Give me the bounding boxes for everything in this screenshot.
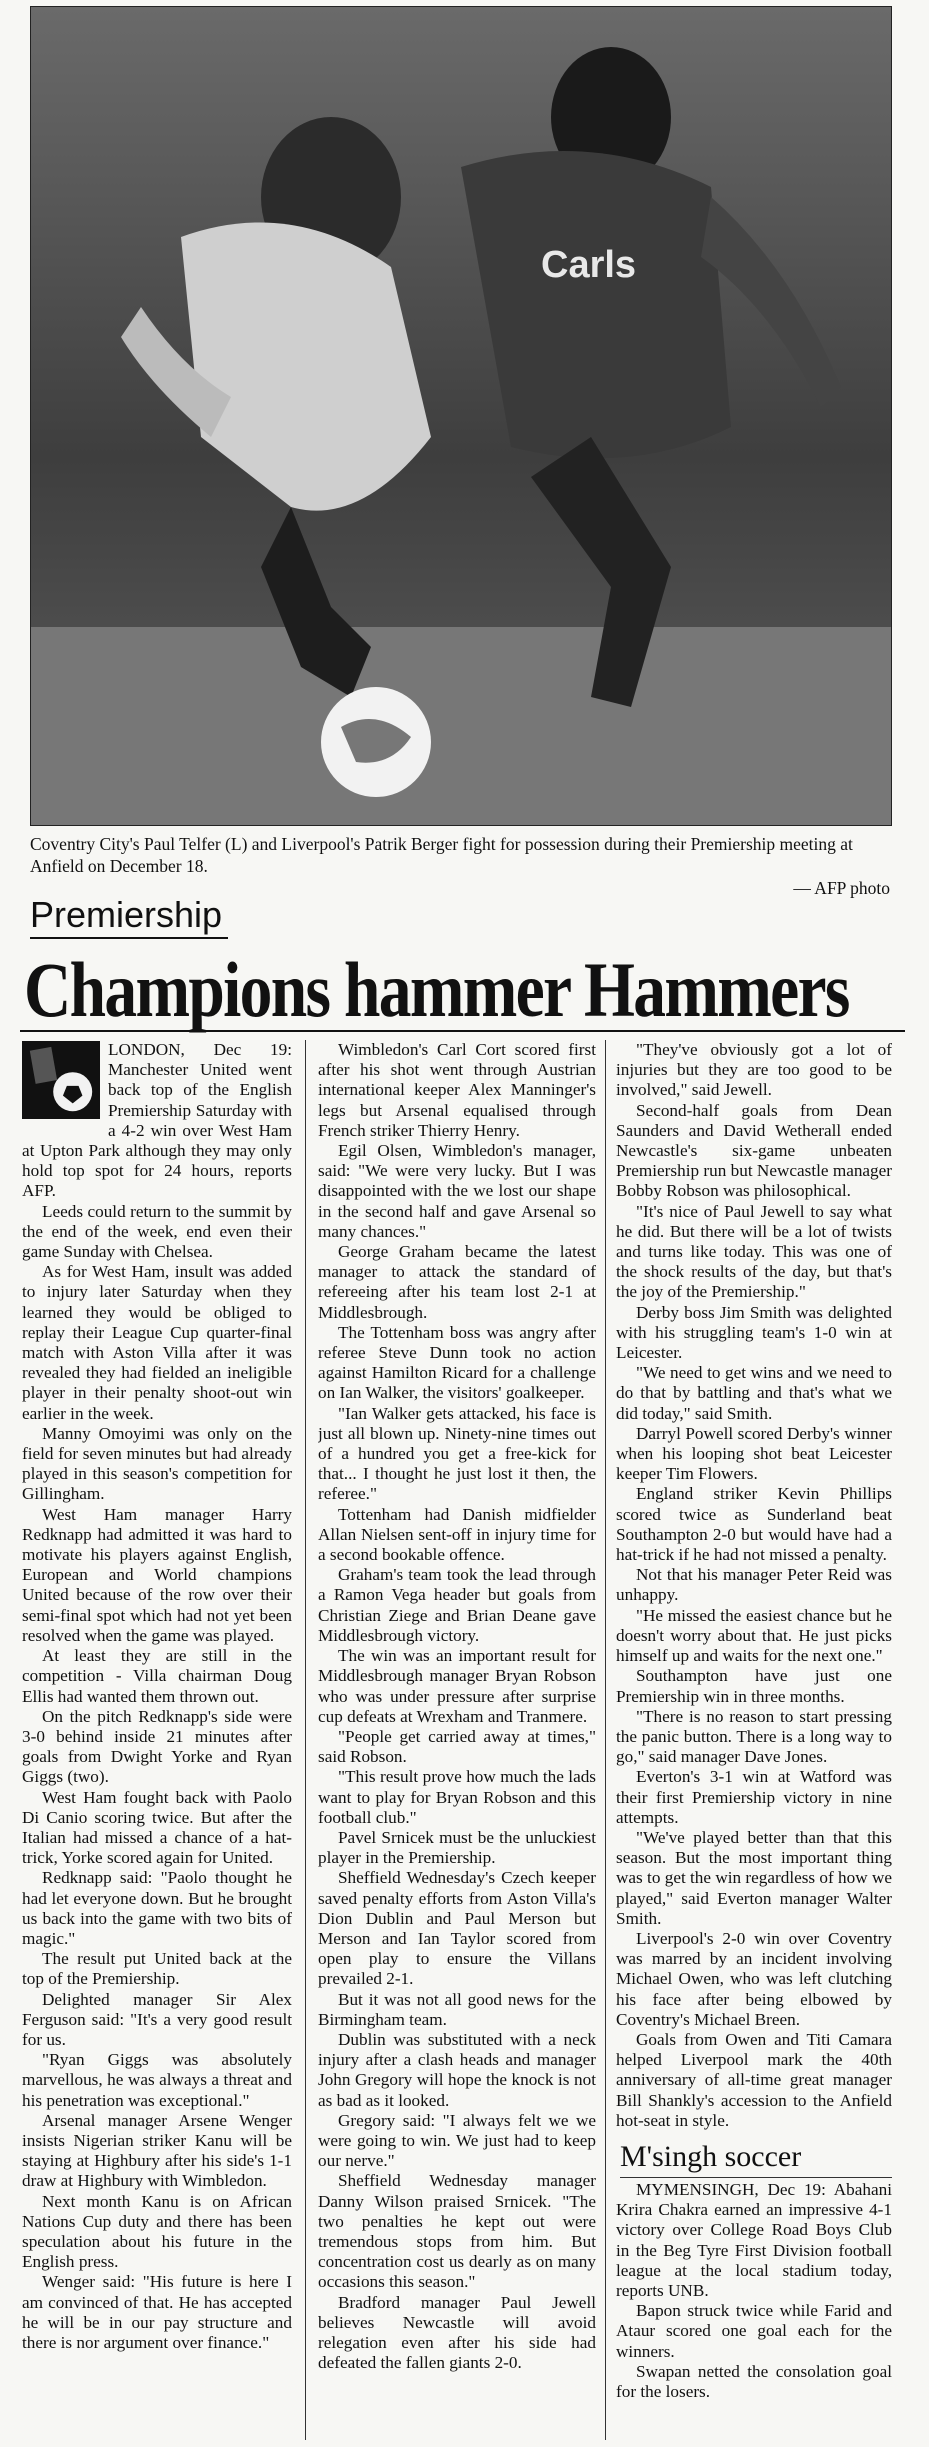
article-paragraph: George Graham became the latest manager to attack the standard of refereeing after his team lost 2-1 at Middlesbrough. bbox=[318, 1242, 596, 1322]
article-paragraph: MYMENSINGH, Dec 19: Abahani Krira Chakra earned an impressive 4-1 victory over College Road Boys Club in the Beg Tyre First Division football league at the local stadium today, reports UNB. bbox=[616, 2179, 892, 2300]
article-column-1 bbox=[22, 1040, 292, 2440]
article-paragraph: LONDON, Dec 19: Manchester United went back top of the English Premiership Saturday with a 4-2 win over West Ham at Upton Park although they may only hold top spot for 24 hours, reports AFP. bbox=[22, 1040, 292, 1201]
caption-text: Coventry City's Paul Telfer (L) and Liverpool's Patrik Berger fight for possession during their Premiership meeting at Anfield on December 18. bbox=[30, 834, 853, 876]
article-paragraph: On the pitch Redknapp's side were 3-0 behind inside 21 minutes after goals from Dwight Yorke and Ryan Giggs (two). bbox=[22, 1706, 292, 1787]
article-paragraph: "They've obviously got a lot of injuries but they are too good to be involved," said Jewell. bbox=[616, 1040, 892, 1100]
article-paragraph: Sheffield Wednesday manager Danny Wilson praised Srnicek. "The two penalties he kept out were tremendous stops from him. But concentration cost us dearly as on many occasions this season." bbox=[318, 2171, 596, 2292]
article-paragraph: "Ryan Giggs was absolutely marvellous, he was always a threat and his penetration was exceptional." bbox=[22, 2050, 292, 2110]
article-paragraph: But it was not all good news for the Birmingham team. bbox=[318, 1989, 596, 2029]
article-paragraph: Egil Olsen, Wimbledon's manager, said: "We were very lucky. But I was disappointed with the we lost our shape in the second half and gave Arsenal so many chances." bbox=[318, 1141, 596, 1241]
article-paragraph: Sheffield Wednesday's Czech keeper saved penalty efforts from Aston Villa's Dion Dublin and Paul Merson but Merson and Ian Taylor scored from open play to ensure the Villans prevailed 2-1. bbox=[318, 1868, 596, 1989]
article-paragraph: Derby boss Jim Smith was delighted with his struggling team's 1-0 win at Leicester. bbox=[616, 1302, 892, 1363]
article-paragraph: Swapan netted the consolation goal for the losers. bbox=[616, 2361, 892, 2401]
match-photo bbox=[30, 6, 892, 826]
article-paragraph: Everton's 3-1 win at Watford was their first Premiership victory in nine attempts. bbox=[616, 1767, 892, 1827]
article-paragraph: Southampton have just one Premiership win in three months. bbox=[616, 1666, 892, 1706]
article-paragraph: "We've played better than that this season. But the most important thing was to get the win regardless of how we played," said Everton manager Walter Smith. bbox=[616, 1827, 892, 1928]
headline-rule bbox=[20, 1030, 905, 1032]
article-paragraph: As for West Ham, insult was added to injury later Saturday when they learned they would be obliged to replay their League Cup quarter-final match with Aston Villa after it was revealed they had fielded an ineligible player in their penalty shoot-out win earlier in the week. bbox=[22, 1262, 292, 1423]
article-paragraph: Graham's team took the lead through a Ramon Vega header but goals from Christian Ziege and Brian Deane gave Middlesbrough victory. bbox=[318, 1565, 596, 1645]
article-paragraph: "We need to get wins and we need to do that by battling and that's what we did today," said Smith. bbox=[616, 1363, 892, 1423]
article-subhead: M'singh soccer bbox=[620, 2137, 892, 2178]
article-paragraph: Next month Kanu is on African Nations Cup duty and there has been speculation about his future in the English press. bbox=[22, 2191, 292, 2272]
article-paragraph: "It's nice of Paul Jewell to say what he did. But there will be a lot of twists and turns like today. This was one of the shock results of the day, but that's the joy of the Premiership." bbox=[616, 1201, 892, 1302]
article-column-2 bbox=[318, 1040, 596, 2440]
photo-caption bbox=[30, 833, 890, 899]
article-paragraph: Wenger said: "His future is here I am convinced of that. He has accepted he will be in our pay structure and there is nor argument over finance." bbox=[22, 2272, 292, 2352]
article-paragraph: "Ian Walker gets attacked, his face is just all blown up. Ninety-nine times out of a hundred you get a free-kick for that... I thought he just lost it then, the referee." bbox=[318, 1403, 596, 1504]
article-paragraph: West Ham fought back with Paolo Di Canio scoring twice. But after the Italian had missed a chance of a hat-trick, Yorke scored again for United. bbox=[22, 1787, 292, 1868]
article-paragraph: The result put United back at the top of the Premiership. bbox=[22, 1949, 292, 1989]
article-paragraph: England striker Kevin Phillips scored twice as Sunderland beat Southampton 2-0 but would have had a hat-trick if he had not missed a penalty. bbox=[616, 1484, 892, 1565]
article-paragraph: Goals from Owen and Titi Camara helped Liverpool mark the 40th anniversary of all-time great manager Bill Shankly's accession to the Anfield hot-seat in style. bbox=[616, 2029, 892, 2130]
article-paragraph: "People get carried away at times," said Robson. bbox=[318, 1726, 596, 1767]
football-action-photo bbox=[31, 7, 891, 825]
article-paragraph: At least they are still in the competition - Villa chairman Doug Ellis had wanted them thrown out. bbox=[22, 1646, 292, 1706]
article-paragraph: Pavel Srnicek must be the unluckiest player in the Premiership. bbox=[318, 1827, 596, 1868]
column-divider bbox=[305, 1040, 306, 2440]
shirt-logo: Carls bbox=[541, 244, 637, 286]
article-paragraph: Tottenham had Danish midfielder Allan Nielsen sent-off in injury time for a second bookable offence. bbox=[318, 1504, 596, 1565]
article-paragraph: The win was an important result for Middlesbrough manager Bryan Robson who was under pressure after surprise cup defeats at Wrexham and Tranmere. bbox=[318, 1646, 596, 1726]
article-paragraph: Bradford manager Paul Jewell believes Newcastle will avoid relegation even after his side had defeated the fallen giants 2-0. bbox=[318, 2292, 596, 2373]
article-paragraph: Redknapp said: "Paolo thought he had let everyone down. But he brought us back into the game with two bits of magic." bbox=[22, 1868, 292, 1948]
article-paragraph: "There is no reason to start pressing the panic button. There is a long way to go," said manager Dave Jones. bbox=[616, 1706, 892, 1767]
article-paragraph: Darryl Powell scored Derby's winner when his looping shot beat Leicester keeper Tim Flowers. bbox=[616, 1423, 892, 1484]
article-paragraph: Arsenal manager Arsene Wenger insists Nigerian striker Kanu will be staying at Highbury after his side's 1-1 draw at Highbury with Wimbledon. bbox=[22, 2110, 292, 2191]
article-paragraph: Leeds could return to the summit by the end of the week, end even their game Sunday with Chelsea. bbox=[22, 1201, 292, 1262]
article-paragraph: Manny Omoyimi was only on the field for seven minutes but had already played in this season's competition for Gillingham. bbox=[22, 1423, 292, 1504]
article-paragraph: Gregory said: "I always felt we we were going to win. We just had to keep our nerve." bbox=[318, 2110, 596, 2171]
headline: Champions hammer Hammers bbox=[24, 946, 849, 1033]
football-icon bbox=[22, 1040, 100, 1120]
article-paragraph: "This result prove how much the lads want to play for Bryan Robson and this football club." bbox=[318, 1767, 596, 1827]
article-paragraph: Delighted manager Sir Alex Ferguson said: "It's a very good result for us. bbox=[22, 1989, 292, 2049]
article-paragraph: Liverpool's 2-0 win over Coventry was marred by an incident involving Michael Owen, who was left clutching his face after being elbowed by Coventry's Michael Breen. bbox=[616, 1928, 892, 2029]
column-divider bbox=[605, 1040, 606, 2440]
article-paragraph: West Ham manager Harry Redknapp had admitted it was hard to motivate his players against English, European and World champions United because of the row over their semi-final spot which had not yet been resolved when the game was played. bbox=[22, 1504, 292, 1645]
section-kicker: Premiership bbox=[30, 893, 228, 939]
article-paragraph: Dublin was substituted with a neck injury after a clash heads and manager John Gregory will hope the knock is not as bad as it looked. bbox=[318, 2029, 596, 2110]
article-paragraph: Second-half goals from Dean Saunders and David Wetherall ended Newcastle's six-game unbeaten Premiership run but Newcastle manager Bobby Robson was philosophical. bbox=[616, 1100, 892, 1201]
photo-credit: — AFP photo bbox=[793, 878, 890, 898]
article-paragraph: "He missed the easiest chance but he doesn't worry about that. He just picks himself up and waits for the next one." bbox=[616, 1605, 892, 1666]
article-column-3 bbox=[616, 1040, 892, 2440]
article-paragraph: Not that his manager Peter Reid was unhappy. bbox=[616, 1565, 892, 1605]
article-paragraph: The Tottenham boss was angry after referee Steve Dunn took no action against Hamilton Ricard for a challenge on Ian Walker, the visitors' goalkeeper. bbox=[318, 1322, 596, 1403]
article-paragraph: Bapon struck twice while Farid and Ataur scored one goal each for the winners. bbox=[616, 2301, 892, 2361]
article-paragraph: Wimbledon's Carl Cort scored first after his shot went through Austrian international keeper Alex Manninger's legs but Arsenal equalised through French striker Thierry Henry. bbox=[318, 1040, 596, 1140]
